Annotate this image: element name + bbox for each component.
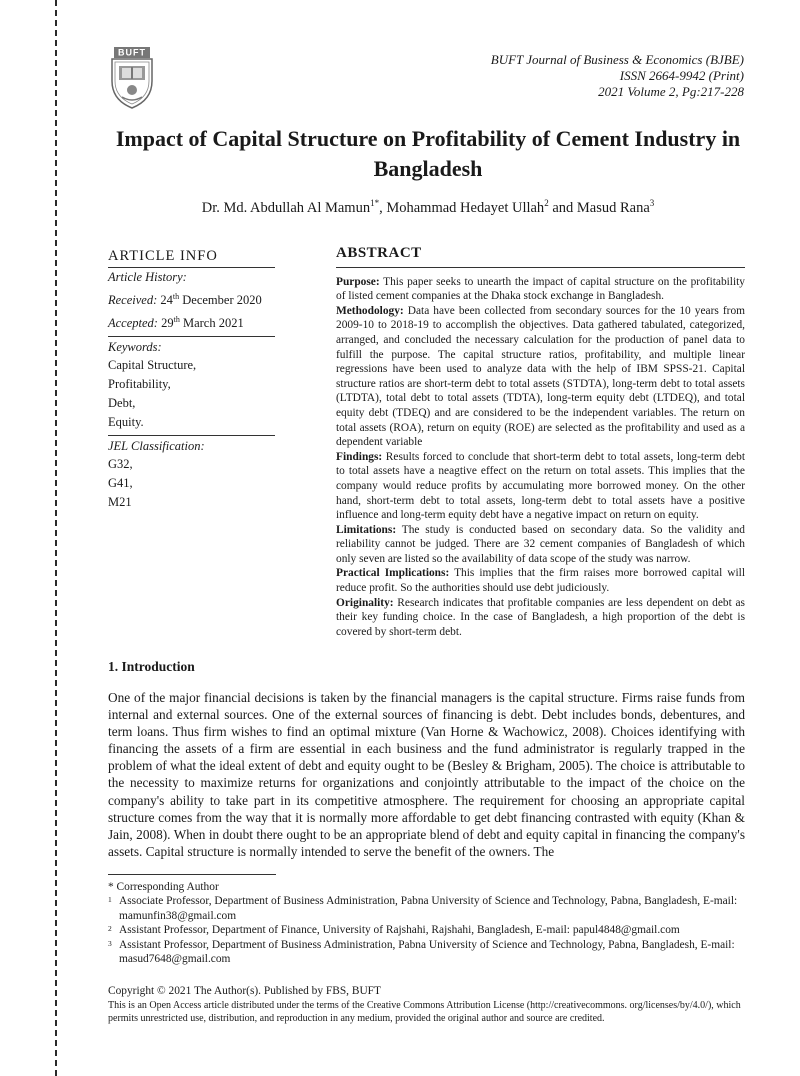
introduction-body — [108, 689, 745, 860]
author-affiliation-mark: 2 — [544, 198, 549, 208]
author-separator: and — [548, 199, 577, 216]
license-text: This is an Open Access article distributed under the terms of the Creative Commons Attribution License (http://creativecommons. org/licenses/by/4.0/), which permits unrestricted use, distribution, and reproduction in any medium, provided the original author and source are credited. — [108, 999, 741, 1024]
received-label: Received: — [108, 293, 158, 308]
copyright-block — [108, 984, 748, 1025]
footnote-mark: 3 — [108, 938, 112, 948]
originality-text: Research indicates that profitable companies are less dependent on debt as their key funding choice. In the case of Bangladesh, a high proportion of the debt is covered by short-term debt. — [336, 596, 745, 638]
abstract-section — [336, 246, 745, 639]
journal-name: BUFT Journal of Business & Economics (BJBE) — [490, 52, 744, 67]
accepted-label: Accepted: — [108, 316, 158, 331]
keyword-item: Debt, — [108, 396, 136, 411]
practical-text: This implies that the firm raises more borrowed capital will reduce profit. So the authorities should use debt judiciously. — [336, 567, 745, 595]
practical-label: Practical Implications: — [336, 567, 450, 580]
received-day: 24 — [157, 293, 173, 308]
author-affiliation-mark: 1* — [370, 198, 380, 208]
footnote-1 — [108, 894, 745, 923]
purpose-label: Purpose: — [336, 275, 380, 288]
limitations-label: Limitations: — [336, 523, 397, 536]
abstract-heading: ABSTRACT — [336, 246, 745, 268]
footnote-3 — [108, 938, 745, 967]
keyword-item: Profitability, — [108, 377, 171, 392]
corresponding-author-note: * Corresponding Author — [108, 881, 219, 893]
keyword-item: Capital Structure, — [108, 358, 197, 373]
author-name: Masud Rana — [576, 199, 650, 216]
methodology-text: Data have been collected from secondary sources for the 10 years from 2009-10 to 2018-19 to accomplish the objectives. Data gathered tabulated, categorized, arranged, and concluded the necessary calculation for the production of panel data to fulfill the purpose. The capital structure ratios, profitability, and multiple linear regressions have been used to analyze data with the help of IBM SPSS-21. Capital structure ratios are short-term debt to total assets (STDTA), long-term debt to total assets (LTDTA), total debt to total assets (TDTA), long-term equity debt (LTDEQ), and total equity debt (TDEQ) and are considered to be the independent variables. The return on total assets (ROA), return on equity (ROE) are selected as the profitability and used as a dependent variable — [336, 304, 745, 449]
findings-label: Findings: — [336, 450, 383, 463]
footnote-mark: 1 — [108, 895, 112, 905]
author-name: Dr. Md. Abdullah Al Mamun — [201, 199, 371, 216]
journal-issn: ISSN 2664-9942 (Print) — [619, 68, 744, 83]
keyword-item: Equity. — [108, 415, 144, 430]
accepted-date — [108, 310, 275, 333]
received-suffix: th — [172, 292, 180, 301]
abstract-purpose — [336, 275, 745, 304]
purpose-text: This paper seeks to unearth the impact of capital structure on the profitability of listed cement companies at the Dhaka stock exchange in Bangladesh. — [336, 275, 745, 303]
article-info-panel — [108, 248, 275, 512]
abstract-methodology — [336, 304, 745, 450]
footnote-2 — [108, 923, 745, 937]
article-info-heading: ARTICLE INFO — [108, 248, 275, 268]
jel-code: G32, — [108, 457, 133, 472]
abstract-practical-implications — [336, 566, 745, 595]
accepted-suffix: th — [173, 315, 180, 325]
author-name: Mohammad Hedayet Ullah — [386, 199, 545, 216]
abstract-findings — [336, 450, 745, 523]
accepted-day: 29 — [157, 316, 174, 331]
svg-text:BUFT: BUFT — [118, 47, 146, 58]
abstract-originality — [336, 596, 745, 640]
jel-classification-label: JEL Classification: — [108, 435, 275, 455]
paper-title: Impact of Capital Structure on Profitability of Cement Industry in Bangladesh — [115, 126, 741, 181]
accepted-month-year: March 2021 — [179, 316, 244, 331]
received-month-year: December 2020 — [179, 293, 262, 308]
footnotes — [108, 880, 745, 966]
buft-logo — [100, 45, 164, 111]
abstract-limitations — [336, 523, 745, 567]
limitations-text: The study is conducted based on secondary data. So the validity and reliability cannot be judged. There are 32 cement companies of Bangladesh of which only seven are listed so the availability of data scope of the study was narrow. — [336, 523, 745, 565]
received-date — [108, 287, 275, 310]
introduction-heading: 1. Introduction — [108, 659, 195, 674]
keywords-label: Keywords: — [108, 336, 275, 356]
introduction-paragraph: One of the major financial decisions is taken by the financial managers is the capital structure. Firms raise funds from internal and external sources. One of the external sources of financing is debt. Debt includes bonds, debentures, and term loans. Thus firm wishes to find an optimal mixture (Van Horne & Wachowicz, 2008). Choices identifying with financing the assets of a firm are essential in each business and the fund administrator is regularly trapped in the problem of what the ideal extent of debt and equity ought to be (Besley & Brigham, 2005). The choice is attributable to the necessity to maximize returns for organizations and conjointly attributable to the impact of the choice on the company's ability to take part in its competitive atmosphere. The requirement for choosing an appropriate capital structure comes from the way that it is normally more affordable to get debt financing contrasted with equity (Khan & Jain, 2008). When in doubt there ought to be an appropriate blend of debt and equity capital in financing the company's assets. Capital structure is normally intended to serve the benefit of the owners. The — [108, 690, 745, 859]
author-separator: , — [379, 199, 387, 216]
page-margin-dashed-line — [55, 0, 57, 1076]
footnote-text: Associate Professor, Department of Business Administration, Pabna University of Science and Technology, Pabna, Bangladesh, E-mail: mamunfin38@gmail.com — [119, 895, 738, 922]
author-affiliation-mark: 3 — [649, 198, 655, 208]
copyright-line: Copyright © 2021 The Author(s). Published by FBS, BUFT — [108, 985, 381, 997]
journal-info — [491, 52, 744, 100]
footnote-rule — [108, 874, 276, 875]
originality-label: Originality: — [336, 596, 394, 609]
findings-text: Results forced to conclude that short-term debt to total assets, long-term debt to total assets have a neagtive effect on the return on total assets. This implies that the company would reduce profits by accumulating more borrowed money. On the other hand, short-term debt to total assets, long-term debt to total assets have a positive influence and long-term equity debt have a negative impact on return on equity. — [336, 450, 745, 522]
author-list — [108, 198, 748, 217]
jel-code: G41, — [108, 476, 133, 491]
article-history-label: Article History: — [108, 270, 187, 284]
methodology-label: Methodology: — [336, 304, 404, 317]
footnote-text: Assistant Professor, Department of Business Administration, Pabna University of Science and Technology, Pabna, Bangladesh, E-mail: masud7648@gmail.com — [119, 938, 735, 966]
journal-volume: 2021 Volume 2, Pg:217-228 — [598, 84, 744, 99]
footnote-text: Assistant Professor, Department of Finance, University of Rajshahi, Rajshahi, Bangladesh, E-mail: papul4848@gmail.com — [119, 924, 680, 937]
jel-code: M21 — [108, 495, 132, 510]
footnote-mark: 2 — [108, 924, 112, 934]
